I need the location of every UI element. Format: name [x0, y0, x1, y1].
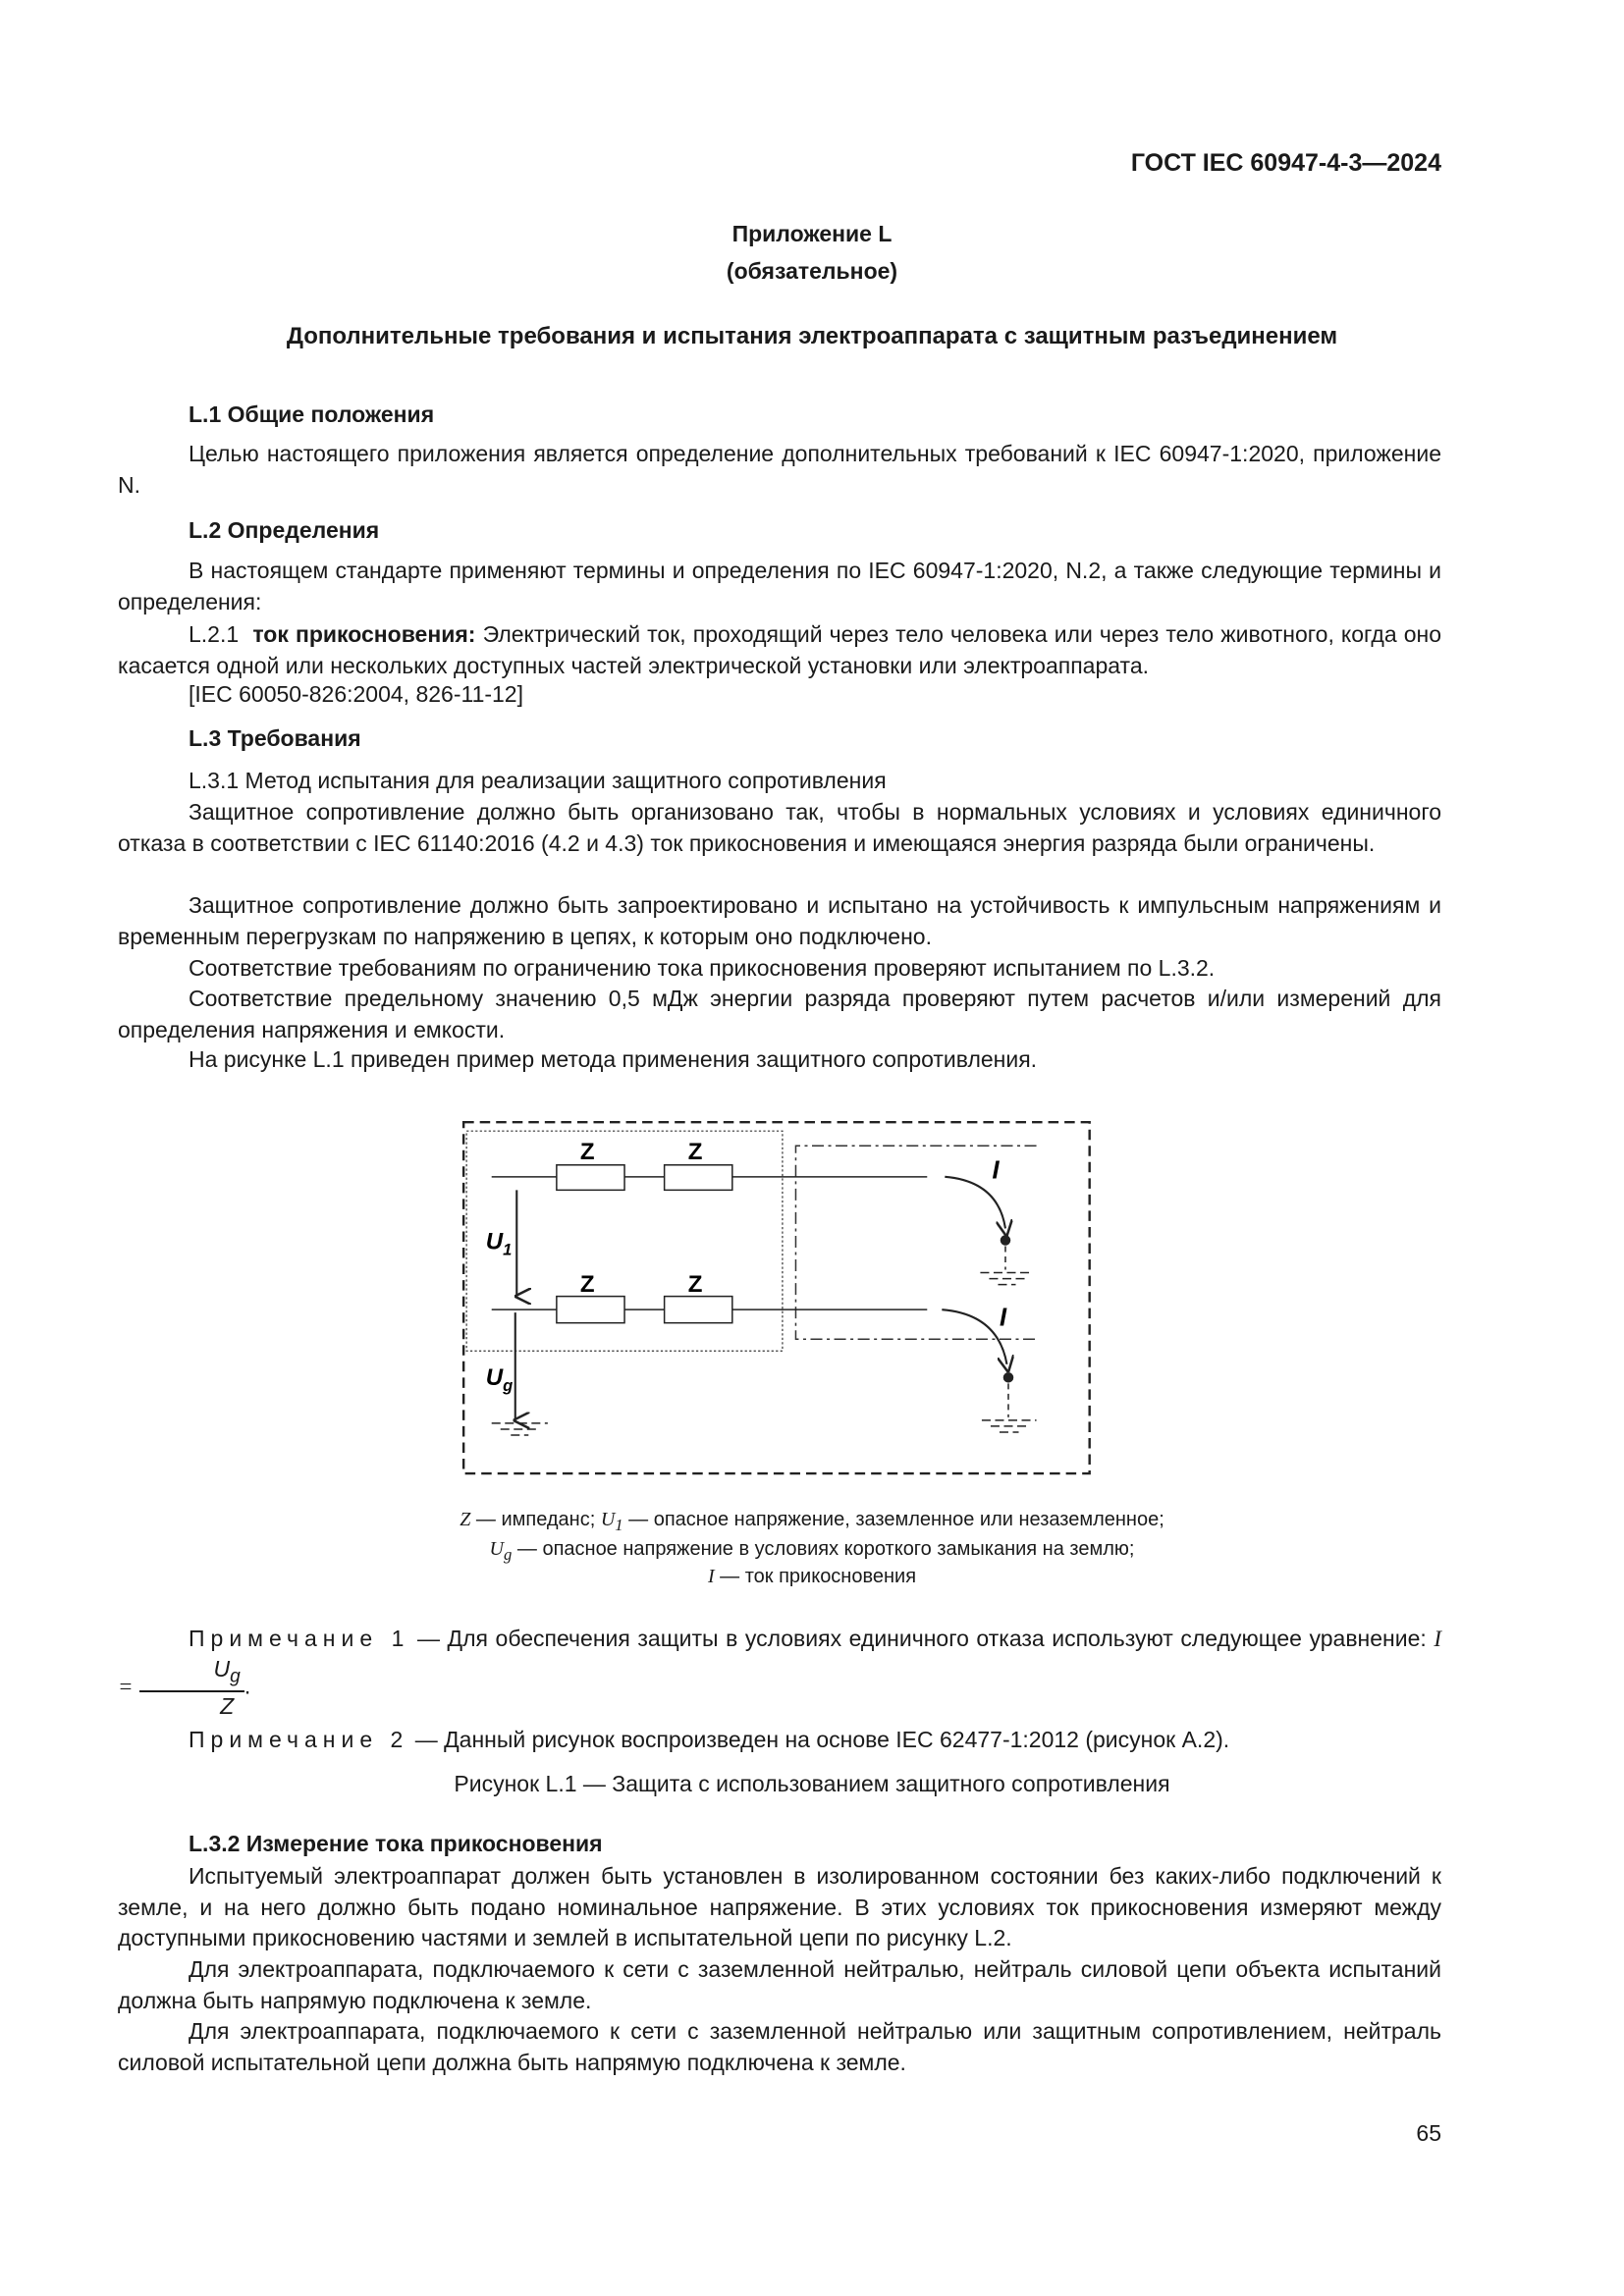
legend-z-text: — импеданс; — [470, 1509, 601, 1530]
appendix-status: (обязательное) — [726, 258, 898, 284]
section-l1-heading: L.1 Общие положения — [189, 401, 435, 427]
u1-label: $U_1$ — [485, 1228, 513, 1259]
definition-text: Электрический ток, проходящий через тело человека или через тело животного, когда оно касается одной или нескольких доступных частей электрической установки или электроаппарата. — [118, 621, 1441, 678]
l3-paragraph-5: На рисунке L.1 приведен пример метода применения защитного сопротивления. — [189, 1046, 1038, 1072]
ground-symbol-top-right — [980, 1273, 1033, 1285]
impedance-label: Z — [579, 1138, 595, 1165]
definition-reference: [IEC 60050-826:2004, 826-11-12] — [189, 681, 523, 707]
l3-paragraph-4: Соответствие предельному значению 0,5 мДж энергии разряда проверяют путем расчетов и/или измерений для определения напряжения и емкости. — [118, 986, 1441, 1042]
ug-label: $U_g$ — [485, 1363, 514, 1395]
section-l3-heading: L.3 Требования — [189, 725, 361, 751]
equation-lhs: I = — [118, 1627, 1441, 1698]
legend-u1-symbol: $U_1$ — [600, 1509, 623, 1534]
figure-note-2 — [118, 1725, 1441, 1756]
touch-point-top — [1001, 1235, 1011, 1246]
appendix-heading: Дополнительные требования и испытания электроаппарата с защитным разъединением — [286, 323, 1338, 349]
l3-paragraph-1: Защитное сопротивление должно быть организовано так, чтобы в нормальных условиях и условиях единичного отказа в соответствии с IEC 61140:2016 (4.2 и 4.3) ток прикосновения и имеющаяся энергия разряда были ограничены. — [118, 799, 1441, 856]
legend-i-symbol: I — [707, 1566, 715, 1587]
legend-i-text: — ток прикосновения — [714, 1566, 917, 1587]
legend-z-symbol: Z — [460, 1509, 471, 1530]
definition-number: L.2.1 — [189, 621, 240, 647]
note-1-text: — Для обеспечения защиты в условиях единичного отказа используют следующее уравнение: — [409, 1626, 1435, 1651]
l3-2-paragraph-3: Для электроаппарата, подключаемого к сети с заземленной нейтралью или защитным сопротивлением, нейтраль силовой испытательной цепи должна быть напрямую подключена к земле. — [118, 2018, 1441, 2075]
section-l2-text: В настоящем стандарте применяют термины и определения по IEC 60947-1:2020, N.2, а также следующие термины и определения: — [118, 558, 1441, 614]
impedance-2 — [665, 1165, 732, 1191]
note-2-text: — Данный рисунок воспроизведен на основе IEC 62477-1:2012 (рисунок А.2). — [408, 1727, 1230, 1752]
appendix-title: Приложение L — [731, 221, 893, 246]
section-l2-heading: L.2 Определения — [189, 517, 380, 543]
subsection-l3-1: L.3.1 Метод испытания для реализации защитного сопротивления — [189, 768, 887, 793]
touch-current-label: I — [992, 1156, 1000, 1185]
impedance-3 — [557, 1297, 624, 1323]
legend-ug-text: — опасное напряжение в условиях короткого замыкания на землю; — [512, 1538, 1135, 1560]
legend-ug-symbol: $U_g$ — [489, 1538, 513, 1564]
impedance-label: Z — [579, 1271, 595, 1299]
l3-2-paragraph-1: Испытуемый электроаппарат должен быть установлен в изолированном состоянии без каких-либо подключений к земле, и на него должно быть подано номинальное напряжение. В этих условиях ток прикосновения измеряют между доступными прикосновению частями и землей в испытательной цепи по рисунку L.2. — [118, 1863, 1441, 1951]
note-1-label: Примечание 1 — [189, 1626, 410, 1651]
ground-symbol-bottom-right — [982, 1420, 1037, 1432]
legend-u1-text: — опасное напряжение, заземленное или незаземленное; — [623, 1509, 1164, 1530]
l3-paragraph-3: Соответствие требованиям по ограничению тока прикосновения проверяют испытанием по L.3.2. — [189, 955, 1216, 981]
note-2-label: Примечание 2 — [189, 1727, 409, 1752]
figure-caption: Рисунок L.1 — Защита с использованием защитного сопротивления — [454, 1771, 1170, 1796]
touch-current-arrow-bottom — [942, 1309, 1006, 1364]
touch-current-arrow-top — [945, 1177, 1005, 1229]
equation-fraction: $\frac{U_g}{Z}$ — [139, 1655, 244, 1721]
figure-note-1: Примечание 1 — Для обеспечения защиты в условиях единичного отказа используют следующее уравнение: I = $\frac{U_g}{Z}$ . — [118, 1626, 1441, 1720]
impedance-label: Z — [687, 1271, 703, 1299]
figure-legend-2 — [0, 1538, 1624, 1565]
impedance-4 — [665, 1297, 732, 1323]
touch-current-label: I — [999, 1304, 1007, 1332]
definition-term: ток прикосновения: — [252, 621, 476, 647]
l3-paragraph-2: Защитное сопротивление должно быть запроектировано и испытано на устойчивость к импульсным напряжениям и временным перегрузкам по напряжению в цепях, к которым оно подключено. — [118, 892, 1441, 949]
page-number: 65 — [1416, 2120, 1441, 2146]
impedance-1 — [557, 1165, 624, 1191]
l3-2-paragraph-2: Для электроаппарата, подключаемого к сети с заземленной нейтралью, нейтраль силовой цепи объекта испытаний должна быть напрямую подключена к земле. — [118, 1956, 1441, 2013]
impedance-label: Z — [687, 1138, 703, 1165]
touch-point-bottom — [1003, 1372, 1014, 1383]
ground-symbol-left — [492, 1423, 548, 1435]
figure-legend-1 — [0, 1509, 1624, 1535]
figure-legend-3 — [0, 1566, 1624, 1588]
document-id: ГОСТ IEC 60947-4-3—2024 — [1130, 149, 1441, 177]
section-l1-text: Целью настоящего приложения является определение дополнительных требований к IEC 60947-1:2020, приложение N. — [118, 441, 1441, 498]
section-l3-2-heading: L.3.2 Измерение тока прикосновения — [189, 1831, 603, 1856]
